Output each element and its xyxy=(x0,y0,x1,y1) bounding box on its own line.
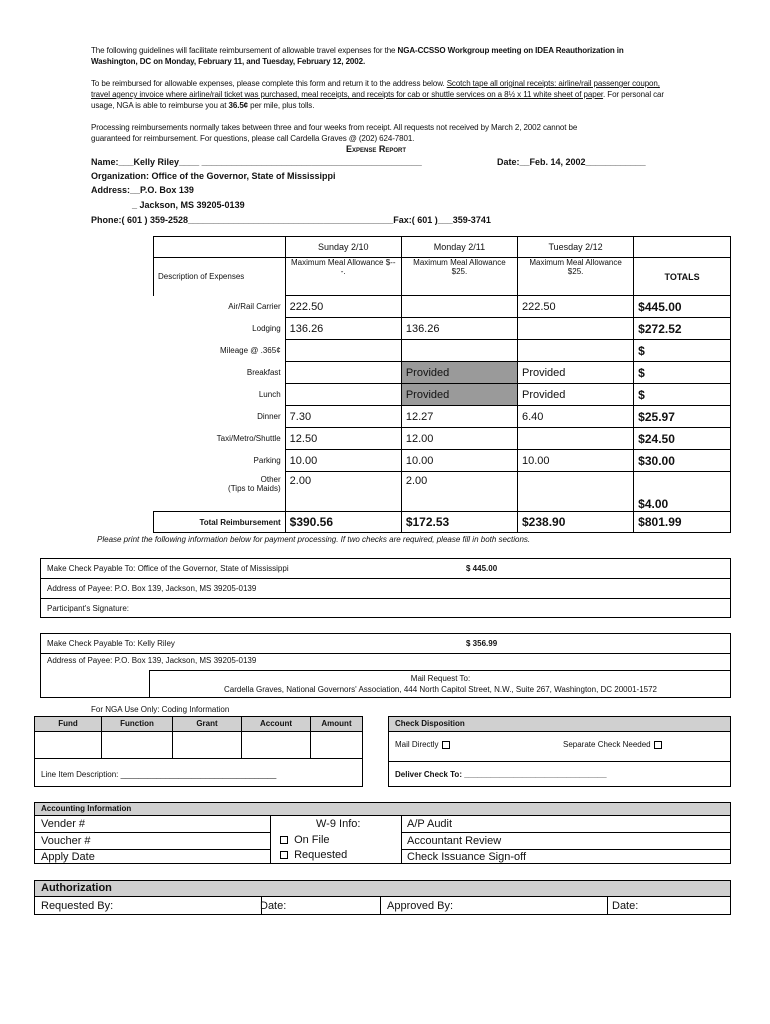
expense-label xyxy=(154,450,286,472)
totals-header: TOTALS xyxy=(634,258,731,296)
expense-cell[interactable]: 222.50 xyxy=(285,296,401,318)
deliver-check-field[interactable]: Deliver Check To: ________________________________ xyxy=(395,770,607,779)
col-amount: Amount xyxy=(311,717,363,731)
expense-row xyxy=(154,384,731,406)
line-item-description[interactable]: Line Item Description: ___________________________________ xyxy=(41,770,277,779)
print-note: Please print the following information below for payment processing. If two checks are required, please fill in both sections. xyxy=(97,535,531,544)
expense-row xyxy=(154,362,731,384)
expense-cell[interactable]: Provided xyxy=(401,362,517,384)
requested-by-field[interactable]: Requested By: xyxy=(35,897,262,915)
expense-cell[interactable]: 12.27 xyxy=(401,406,517,428)
apply-date-field[interactable]: Apply Date xyxy=(41,851,95,863)
check-amount: $ 356.99 xyxy=(466,639,498,648)
intro-paragraph-3: Processing reimbursements normally takes between three and four weeks from receipt. All requests not received by March 2, 2002 cannot be guaranteed for reimbursement. For questions, please call Cardella Graves @ (202) 624-7801. xyxy=(91,123,578,143)
expense-label-text: Parking xyxy=(253,456,281,465)
mail-request-address: Cardella Graves, National Governors' Association, 444 North Capitol Street, N.W., Suite 267, Washington, DC 20001-1572 xyxy=(223,685,657,694)
expense-cell[interactable]: 10.00 xyxy=(518,450,634,472)
allowance-cell: Maximum Meal Allowance $25. xyxy=(518,258,634,296)
payee-section-2 xyxy=(40,633,731,698)
expense-cell[interactable]: 2.00 xyxy=(401,472,517,512)
grant-input[interactable] xyxy=(173,731,242,758)
expense-label-text: Dinner xyxy=(257,412,281,421)
expense-row-total: $25.97 xyxy=(634,406,731,428)
expense-row-total: $272.52 xyxy=(634,318,731,340)
col-function: Function xyxy=(102,717,173,731)
col-fund: Fund xyxy=(35,717,102,731)
table-corner xyxy=(154,237,286,258)
day-header: Sunday 2/10 xyxy=(285,237,401,258)
description-header: Description of Expenses xyxy=(154,258,286,296)
col-account: Account xyxy=(242,717,311,731)
total-day-value: $238.90 xyxy=(518,512,634,533)
expense-cell[interactable]: 222.50 xyxy=(518,296,634,318)
requested-checkbox[interactable] xyxy=(280,851,288,859)
expense-label xyxy=(154,428,286,450)
name-field[interactable]: Name:___Kelly Riley____ ____________________________________________ xyxy=(91,157,422,167)
allowance-cell: Maximum Meal Allowance $---. xyxy=(285,258,401,296)
expense-cell[interactable] xyxy=(285,384,401,406)
on-file-checkbox[interactable] xyxy=(280,836,288,844)
mail-directly-option[interactable] xyxy=(395,740,453,749)
approved-date-field[interactable]: Date: xyxy=(612,900,639,912)
payee-address-row[interactable]: Address of Payee: P.O. Box 139, Jackson, MS 39205-0139 xyxy=(47,656,257,665)
expense-cell[interactable]: 136.26 xyxy=(401,318,517,340)
check-issuance-field[interactable]: Check Issuance Sign-off xyxy=(407,851,527,863)
expense-cell[interactable]: 10.00 xyxy=(401,450,517,472)
expense-table xyxy=(153,236,731,533)
expense-cell[interactable] xyxy=(518,340,634,362)
expense-label xyxy=(154,318,286,340)
intro-paragraph-2: To be reimbursed for allowable expenses, please complete this form and return it to the address below. Scotch tape all original receipts: airline/rail passenger coupon, travel agency invoice where airline/rail ticket was purchased, meal receipts, and receipts for cab or shuttle services on a 8½ x 11 white sheet of paper. For personal car usage, NGA is able to reimburse you at 36.5¢ per mile, plus tolls. xyxy=(91,79,664,110)
organization-field[interactable]: Organization: Office of the Governor, State of Mississippi xyxy=(91,171,336,181)
expense-cell[interactable]: 10.00 xyxy=(285,450,401,472)
expense-label-text: Lunch xyxy=(258,390,281,399)
signature-row[interactable]: Participant's Signature: xyxy=(47,604,130,613)
fund-input[interactable] xyxy=(35,731,102,758)
accountant-review-field[interactable]: Accountant Review xyxy=(401,833,730,850)
expense-cell[interactable] xyxy=(518,428,634,450)
mail-request-label: Mail Request To: xyxy=(410,674,471,683)
separate-check-checkbox[interactable] xyxy=(654,741,662,749)
expense-row xyxy=(154,450,731,472)
expense-label xyxy=(154,472,286,512)
expense-label-text: Breakfast xyxy=(246,368,281,377)
coding-title: For NGA Use Only: Coding Information xyxy=(91,705,230,714)
check-payable-text: Make Check Payable To: Office of the Governor, State of Mississippi xyxy=(47,564,289,573)
approved-by-field[interactable]: Approved By: xyxy=(381,897,608,915)
vendor-field[interactable]: Vender # xyxy=(35,816,270,833)
mail-directly-checkbox[interactable] xyxy=(442,741,450,749)
amount-input[interactable] xyxy=(311,731,363,758)
expense-row-total: $24.50 xyxy=(634,428,731,450)
expense-row-total: $ xyxy=(634,384,731,406)
expense-label xyxy=(154,296,286,318)
expense-row xyxy=(154,472,731,512)
totals-blank xyxy=(634,237,731,258)
expense-label-text: Air/Rail Carrier xyxy=(228,302,281,311)
expense-label-subtext: (Tips to Maids) xyxy=(228,483,281,493)
payee-address-row[interactable]: Address of Payee: P.O. Box 139, Jackson, MS 39205-0139 xyxy=(41,579,730,599)
expense-row xyxy=(154,318,731,340)
expense-row-total: $ xyxy=(634,362,731,384)
address-field[interactable]: Address:__P.O. Box 139 xyxy=(91,185,194,195)
ap-audit-field[interactable]: A/P Audit xyxy=(401,816,730,833)
expense-row xyxy=(154,406,731,428)
voucher-field[interactable]: Voucher # xyxy=(35,833,270,850)
grand-total: $801.99 xyxy=(634,512,731,533)
expense-cell[interactable] xyxy=(285,340,401,362)
expense-cell[interactable] xyxy=(285,362,401,384)
mail-directly-label: Mail Directly xyxy=(395,740,439,749)
expense-row-total: $445.00 xyxy=(634,296,731,318)
expense-label xyxy=(154,362,286,384)
check-disposition-title: Check Disposition xyxy=(389,717,730,732)
total-day-value: $390.56 xyxy=(285,512,401,533)
date-field[interactable]: Date:__Feb. 14, 2002____________ xyxy=(497,157,646,167)
day-header: Monday 2/11 xyxy=(401,237,517,258)
expense-row xyxy=(154,428,731,450)
requested-label: Requested xyxy=(294,849,348,861)
expense-cell[interactable]: 12.50 xyxy=(285,428,401,450)
day-header: Tuesday 2/12 xyxy=(518,237,634,258)
allowance-cell: Maximum Meal Allowance $25. xyxy=(401,258,517,296)
expense-row-total: $30.00 xyxy=(634,450,731,472)
authorization-box xyxy=(34,880,731,915)
accounting-box xyxy=(34,802,731,864)
expense-label-text: Other xyxy=(260,474,281,484)
expense-label-text: Lodging xyxy=(252,324,281,333)
expense-cell[interactable]: 136.26 xyxy=(285,318,401,340)
payee-section-1 xyxy=(40,558,731,618)
expense-cell[interactable] xyxy=(518,472,634,512)
intro-paragraph-1: The following guidelines will facilitate reimbursement of allowable travel expenses for the NGA-CCSSO Workgroup meeting on IDEA Reauthorization in Washington, DC on Monday, February 11, and Tuesday, February 12, 2002. xyxy=(91,46,624,66)
expense-cell[interactable]: Provided xyxy=(518,362,634,384)
check-amount: $ 445.00 xyxy=(466,564,498,573)
account-input[interactable] xyxy=(242,731,311,758)
w9-info xyxy=(270,816,402,864)
expense-row xyxy=(154,296,731,318)
authorization-title: Authorization xyxy=(35,881,730,897)
expense-label xyxy=(154,384,286,406)
check-disposition-box xyxy=(388,716,731,787)
separate-check-label: Separate Check Needed xyxy=(563,740,651,749)
expense-label xyxy=(154,340,286,362)
total-label: Total Reimbursement xyxy=(154,512,286,533)
w9-label: W-9 Info: xyxy=(316,818,361,830)
function-input[interactable] xyxy=(102,731,173,758)
check-payable-row[interactable] xyxy=(41,634,730,654)
col-grant: Grant xyxy=(173,717,242,731)
requested-date-field[interactable]: Date: xyxy=(256,897,381,915)
total-day-value: $172.53 xyxy=(401,512,517,533)
expense-row-total: $ xyxy=(634,340,731,362)
expense-label-text: Mileage @ .365¢ xyxy=(220,346,281,355)
expense-cell[interactable]: Provided xyxy=(518,384,634,406)
report-title: Expense Report xyxy=(346,144,407,154)
phone-fax-field[interactable]: Phone:( 601 ) 359-2528_________________________________________Fax:( 601 )___359-3741 xyxy=(91,215,491,225)
coding-box xyxy=(34,716,363,787)
expense-cell[interactable]: 2.00 xyxy=(285,472,401,512)
expense-row xyxy=(154,340,731,362)
expense-cell[interactable]: 7.30 xyxy=(285,406,401,428)
coding-table xyxy=(35,717,362,759)
accounting-title: Accounting Information xyxy=(35,803,730,816)
expense-cell[interactable] xyxy=(401,340,517,362)
expense-cell[interactable]: 12.00 xyxy=(401,428,517,450)
expense-label xyxy=(154,406,286,428)
check-payable-text: Make Check Payable To: Kelly Riley xyxy=(47,639,175,648)
expense-cell[interactable]: 6.40 xyxy=(518,406,634,428)
expense-row-total: $4.00 xyxy=(634,472,731,512)
requested-option[interactable] xyxy=(271,848,401,863)
expense-label-text: Taxi/Metro/Shuttle xyxy=(216,434,281,443)
on-file-label: On File xyxy=(294,834,330,846)
expense-cell[interactable] xyxy=(518,318,634,340)
on-file-option[interactable] xyxy=(271,832,401,848)
expense-cell[interactable] xyxy=(401,296,517,318)
expense-cell[interactable]: Provided xyxy=(401,384,517,406)
separate-check-option[interactable] xyxy=(563,740,665,749)
address-line-2[interactable]: _ Jackson, MS 39205-0139 xyxy=(132,200,245,210)
mail-request-box xyxy=(149,670,731,698)
check-payable-row[interactable] xyxy=(41,559,730,579)
